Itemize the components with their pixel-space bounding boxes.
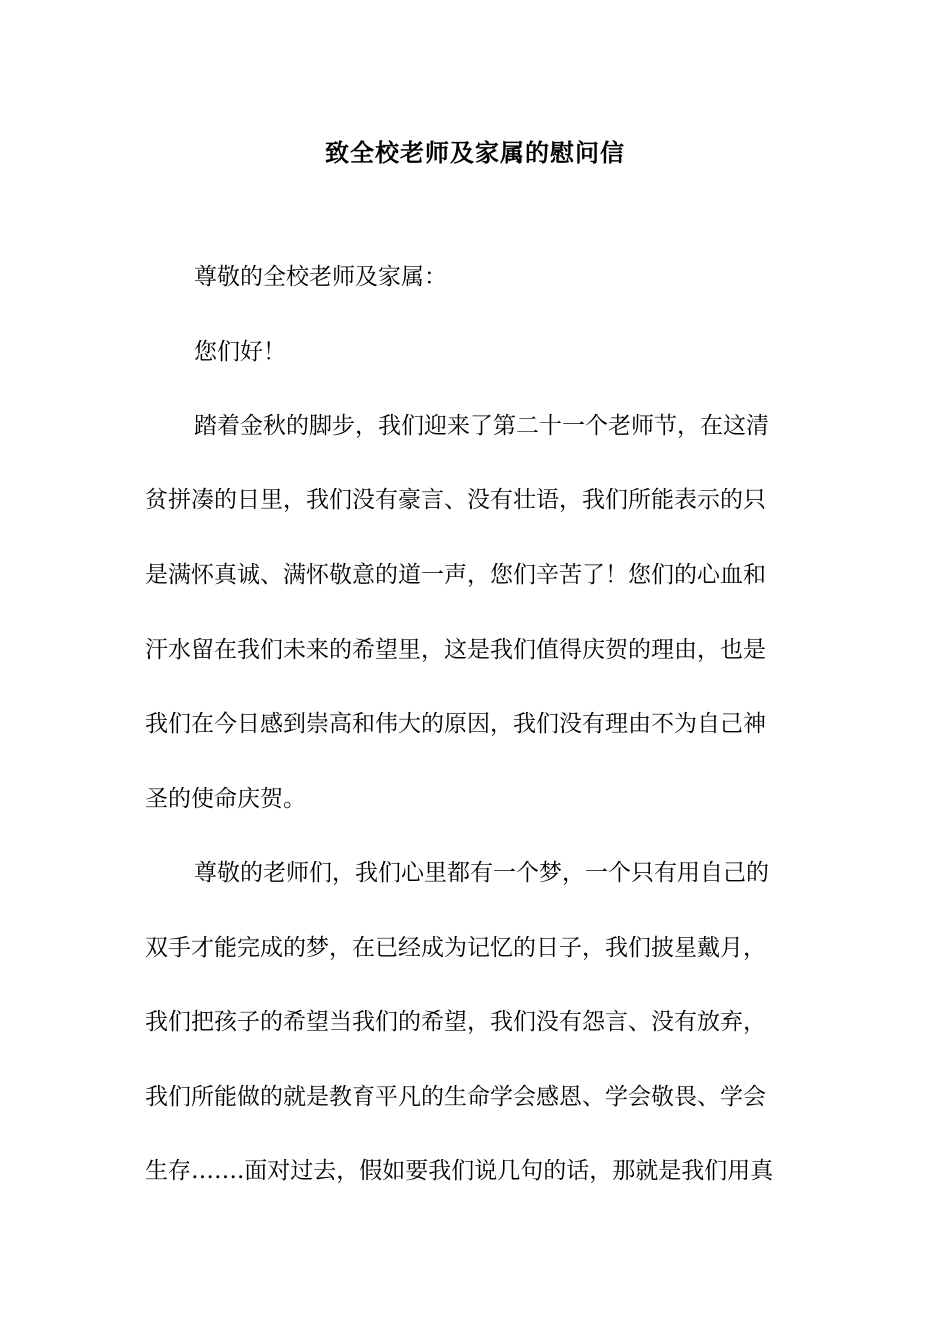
paragraph-2-line-5: 生存…….面对过去，假如要我们说几句的话，那就是我们用真 <box>145 1158 774 1184</box>
paragraph-2-line-2: 双手才能完成的梦，在已经成为记忆的日子，我们披星戴月， <box>145 935 766 961</box>
paragraph-1-line-1: 踏着金秋的脚步，我们迎来了第二十一个老师节，在这清 <box>194 413 769 439</box>
paragraph-2-line-4: 我们所能做的就是教育平凡的生命学会感恩、学会敬畏、学会 <box>145 1084 766 1110</box>
greeting: 您们好！ <box>194 339 286 365</box>
paragraph-2-line-1: 尊敬的老师们，我们心里都有一个梦，一个只有用自己的 <box>194 860 769 886</box>
paragraph-1-line-4: 汗水留在我们未来的希望里，这是我们值得庆贺的理由，也是 <box>145 637 766 663</box>
letter-title: 致全校老师及家属的慰问信 <box>325 138 625 167</box>
paragraph-2-line-3: 我们把孩子的希望当我们的希望，我们没有怨言、没有放弃， <box>145 1009 766 1035</box>
paragraph-1-line-2: 贫拼凑的日里，我们没有豪言、没有壮语，我们所能表示的只 <box>145 487 766 513</box>
paragraph-1-line-5: 我们在今日感到崇高和伟大的原因，我们没有理由不为自己神 <box>145 711 766 737</box>
salutation: 尊敬的全校老师及家属： <box>194 264 447 290</box>
paragraph-1-line-6: 圣的使命庆贺。 <box>145 786 306 812</box>
paragraph-1-line-3: 是满怀真诚、满怀敬意的道一声，您们辛苦了！您们的心血和 <box>145 562 766 588</box>
